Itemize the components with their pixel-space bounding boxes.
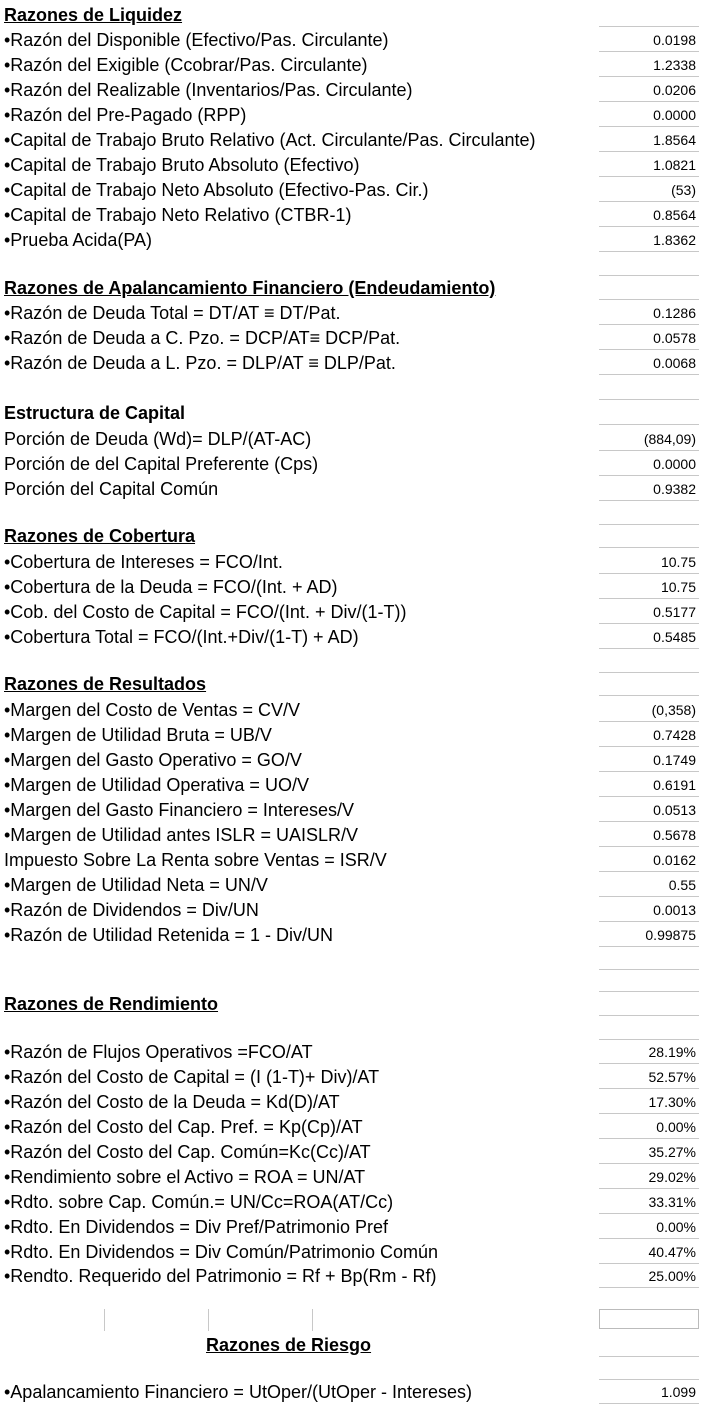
value-cell — [599, 575, 699, 599]
empty-cell — [599, 1016, 699, 1040]
row-label: •Capital de Trabajo Bruto Absoluto (Efectivo) — [4, 155, 360, 175]
spacer-row — [0, 946, 701, 970]
value-cell — [599, 326, 699, 350]
value-cell — [599, 600, 699, 624]
value-cell — [599, 923, 699, 947]
empty-cell — [599, 1309, 699, 1329]
table-row — [0, 1380, 701, 1404]
row-label: •Margen de Utilidad Bruta = UB/V — [4, 725, 272, 745]
section-title: Razones de Liquidez — [4, 5, 183, 25]
table-row — [0, 798, 701, 822]
table-row — [0, 326, 701, 350]
row-label: •Margen del Gasto Operativo = GO/V — [4, 750, 302, 770]
spacer-row — [0, 501, 701, 525]
section-title: Razones de Cobertura — [4, 526, 196, 546]
table-row — [0, 1215, 701, 1239]
value-cell — [599, 1140, 699, 1164]
empty-cell — [599, 501, 699, 525]
value-cell — [599, 53, 699, 77]
empty-cell — [599, 276, 699, 300]
row-value: 0.0000 — [653, 107, 696, 123]
empty-cell — [599, 992, 699, 1016]
empty-cell — [599, 3, 699, 27]
value-cell — [599, 128, 699, 152]
table-row — [0, 1240, 701, 1264]
section-header-liquidez — [0, 3, 701, 27]
section-header-estructura — [0, 401, 701, 425]
table-row — [0, 600, 701, 624]
value-cell — [599, 178, 699, 202]
row-value: 0.1286 — [653, 305, 696, 321]
row-value: 0.0000 — [653, 456, 696, 472]
table-row — [0, 128, 701, 152]
table-row — [0, 53, 701, 77]
row-value: 0.5485 — [653, 629, 696, 645]
table-row — [0, 228, 701, 252]
value-cell — [599, 873, 699, 897]
empty-cell — [599, 1333, 699, 1357]
row-label: •Razón del Exigible (Ccobrar/Pas. Circulante) — [4, 55, 368, 75]
row-label: •Razón de Utilidad Retenida = 1 - Div/UN — [4, 925, 333, 945]
table-row — [0, 1140, 701, 1164]
row-label: •Margen de Utilidad Neta = UN/V — [4, 875, 268, 895]
row-label: Porción de Deuda (Wd)= DLP/(AT-AC) — [4, 429, 312, 449]
value-cell — [599, 723, 699, 747]
value-cell — [599, 1190, 699, 1214]
table-row — [0, 773, 701, 797]
empty-cell — [599, 672, 699, 696]
table-row — [0, 178, 701, 202]
row-value: 0.0206 — [653, 82, 696, 98]
spacer-row — [0, 252, 701, 276]
row-label: •Razón del Pre-Pagado (RPP) — [4, 105, 247, 125]
row-label: •Rdto. En Dividendos = Div Pref/Patrimonio Pref — [4, 1217, 388, 1237]
row-label: •Cobertura de Intereses = FCO/Int. — [4, 552, 283, 572]
value-cell — [599, 550, 699, 574]
row-value: 28.19% — [648, 1044, 696, 1060]
section-title: Estructura de Capital — [4, 403, 186, 423]
row-value: 0.0198 — [653, 32, 696, 48]
row-label: •Razón de Deuda a L. Pzo. = DLP/AT ≡ DLP/Pat. — [4, 353, 396, 373]
spacer-row — [0, 649, 701, 673]
table-row — [0, 427, 701, 451]
table-row — [0, 550, 701, 574]
section-title: Razones de Riesgo — [206, 1335, 372, 1355]
section-title: Razones de Rendimiento — [4, 994, 219, 1014]
table-row — [0, 823, 701, 847]
row-label: •Razón de Deuda a C. Pzo. = DCP/AT≡ DCP/Pat. — [4, 328, 401, 348]
row-label: •Capital de Trabajo Neto Relativo (CTBR-1) — [4, 205, 352, 225]
row-value: 0.5177 — [653, 604, 696, 620]
table-row — [0, 28, 701, 52]
row-label: •Razón del Costo de la Deuda = Kd(D)/AT — [4, 1092, 340, 1112]
table-row — [0, 1165, 701, 1189]
value-cell — [599, 452, 699, 476]
value-cell — [599, 1240, 699, 1264]
row-value: 0.5678 — [653, 827, 696, 843]
value-cell — [599, 228, 699, 252]
row-value: 0.6191 — [653, 777, 696, 793]
table-row — [0, 452, 701, 476]
row-value: 52.57% — [648, 1069, 696, 1085]
row-label: •Rendimiento sobre el Activo = ROA = UN/AT — [4, 1167, 366, 1187]
empty-cell — [599, 649, 699, 673]
row-label: •Razón del Disponible (Efectivo/Pas. Circulante) — [4, 30, 389, 50]
value-cell — [599, 78, 699, 102]
table-row — [0, 1115, 701, 1139]
empty-cell — [599, 524, 699, 548]
table-row — [0, 1090, 701, 1114]
table-row — [0, 848, 701, 872]
table-row — [0, 625, 701, 649]
row-value: 10.75 — [660, 554, 696, 570]
row-value: 1.099 — [660, 1384, 696, 1400]
row-value: 17.30% — [648, 1094, 696, 1110]
value-cell — [599, 1380, 699, 1404]
table-row — [0, 575, 701, 599]
table-row — [0, 748, 701, 772]
value-cell — [599, 1115, 699, 1139]
row-value: (53) — [671, 182, 696, 198]
value-cell — [599, 1090, 699, 1114]
row-value: 0.55 — [668, 877, 696, 893]
row-label: •Cobertura Total = FCO/(Int.+Div/(1-T) + AD) — [4, 627, 359, 647]
empty-cell — [599, 1356, 699, 1380]
spacer-row — [0, 376, 701, 400]
row-value: (0,358) — [651, 702, 696, 718]
value-cell — [599, 848, 699, 872]
table-row — [0, 723, 701, 747]
table-row — [0, 1065, 701, 1089]
row-label: •Capital de Trabajo Neto Absoluto (Efectivo-Pas. Cir.) — [4, 180, 429, 200]
row-label: •Razón del Costo del Cap. Común=Kc(Cc)/AT — [4, 1142, 371, 1162]
table-row — [0, 873, 701, 897]
row-label: •Margen de Utilidad Operativa = UO/V — [4, 775, 309, 795]
row-value: 1.8362 — [653, 232, 696, 248]
table-row — [0, 103, 701, 127]
section-title: Razones de Apalancamiento Financiero (Endeudamiento) — [4, 278, 496, 298]
section-header-apalancamiento — [0, 276, 701, 300]
table-row — [0, 898, 701, 922]
value-cell — [599, 1264, 699, 1288]
row-label: •Prueba Acida(PA) — [4, 230, 153, 250]
row-value: 0.00% — [656, 1119, 696, 1135]
empty-cell — [599, 968, 699, 992]
empty-cell — [599, 401, 699, 425]
row-value: 0.00% — [656, 1219, 696, 1235]
value-cell — [599, 427, 699, 451]
row-value: 0.9382 — [653, 481, 696, 497]
row-label: •Rdto. En Dividendos = Div Común/Patrimonio Común — [4, 1242, 438, 1262]
row-label: •Razón del Costo de Capital = (I (1-T)+ Div)/AT — [4, 1067, 380, 1087]
row-value: (884,09) — [643, 431, 696, 447]
row-value: 1.8564 — [653, 132, 696, 148]
row-label: •Rendto. Requerido del Patrimonio = Rf + Bp(Rm - Rf) — [4, 1266, 437, 1286]
value-cell — [599, 773, 699, 797]
table-row — [0, 1264, 701, 1288]
value-cell — [599, 477, 699, 501]
table-row — [0, 351, 701, 375]
row-value: 0.0513 — [653, 802, 696, 818]
row-label: •Margen del Costo de Ventas = CV/V — [4, 700, 300, 720]
row-value: 0.1749 — [653, 752, 696, 768]
value-cell — [599, 798, 699, 822]
row-label: Porción de del Capital Preferente (Cps) — [4, 454, 319, 474]
row-value: 35.27% — [648, 1144, 696, 1160]
table-row — [0, 1040, 701, 1064]
row-value: 0.7428 — [653, 727, 696, 743]
row-label: •Margen del Gasto Financiero = Intereses/V — [4, 800, 354, 820]
row-value: 1.2338 — [653, 57, 696, 73]
row-label: •Razón del Costo del Cap. Pref. = Kp(Cp)/AT — [4, 1117, 363, 1137]
row-label: Porción del Capital Común — [4, 479, 219, 499]
row-value: 33.31% — [648, 1194, 696, 1210]
empty-cell — [599, 252, 699, 276]
row-value: 0.0068 — [653, 355, 696, 371]
gridline — [208, 1309, 209, 1331]
spacer-row — [0, 968, 701, 992]
row-value: 10.75 — [660, 579, 696, 595]
row-value: 1.0821 — [653, 157, 696, 173]
section-title: Razones de Resultados — [4, 674, 207, 694]
row-label: •Razón de Dividendos = Div/UN — [4, 900, 259, 920]
row-label: •Cob. del Costo de Capital = FCO/(Int. + Div/(1-T)) — [4, 602, 407, 622]
value-cell — [599, 153, 699, 177]
value-cell — [599, 1165, 699, 1189]
value-cell — [599, 28, 699, 52]
section-header-rendimiento — [0, 992, 701, 1016]
value-cell — [599, 698, 699, 722]
value-cell — [599, 203, 699, 227]
row-label: •Razón del Realizable (Inventarios/Pas. Circulante) — [4, 80, 413, 100]
value-cell — [599, 1215, 699, 1239]
value-cell — [599, 823, 699, 847]
row-value: 29.02% — [648, 1169, 696, 1185]
value-cell — [599, 748, 699, 772]
row-value: 0.0013 — [653, 902, 696, 918]
table-row — [0, 477, 701, 501]
table-row — [0, 923, 701, 947]
row-value: 25.00% — [648, 1268, 696, 1284]
row-value: 0.8564 — [653, 207, 696, 223]
row-label: •Margen de Utilidad antes ISLR = UAISLR/V — [4, 825, 358, 845]
row-label: •Apalancamiento Financiero = UtOper/(UtOper - Intereses) — [4, 1382, 472, 1402]
empty-cell — [599, 946, 699, 970]
table-row — [0, 203, 701, 227]
empty-cell — [599, 376, 699, 400]
row-label: •Razón de Flujos Operativos =FCO/AT — [4, 1042, 313, 1062]
section-header-resultados — [0, 672, 701, 696]
row-label: Impuesto Sobre La Renta sobre Ventas = ISR/V — [4, 850, 387, 870]
value-cell — [599, 301, 699, 325]
spacer-row — [0, 1016, 701, 1040]
value-cell — [599, 1040, 699, 1064]
gridline — [312, 1309, 313, 1331]
table-row — [0, 1190, 701, 1214]
value-cell — [599, 625, 699, 649]
row-value: 0.99875 — [645, 927, 696, 943]
row-value: 0.0162 — [653, 852, 696, 868]
value-cell — [599, 898, 699, 922]
value-cell — [599, 351, 699, 375]
row-label: •Razón de Deuda Total = DT/AT ≡ DT/Pat. — [4, 303, 341, 323]
table-row — [0, 698, 701, 722]
value-cell — [599, 1065, 699, 1089]
table-row — [0, 78, 701, 102]
spacer-row — [0, 1356, 701, 1380]
row-label: •Rdto. sobre Cap. Común.= UN/Cc=ROA(AT/Cc) — [4, 1192, 394, 1212]
row-value: 40.47% — [648, 1244, 696, 1260]
row-label: •Cobertura de la Deuda = FCO/(Int. + AD) — [4, 577, 338, 597]
row-label: •Capital de Trabajo Bruto Relativo (Act. Circulante/Pas. Circulante) — [4, 130, 536, 150]
section-header-cobertura — [0, 524, 701, 548]
table-row — [0, 301, 701, 325]
gridline — [104, 1309, 105, 1331]
table-row — [0, 153, 701, 177]
section-header-riesgo — [0, 1333, 701, 1357]
value-cell — [599, 103, 699, 127]
row-value: 0.0578 — [653, 330, 696, 346]
